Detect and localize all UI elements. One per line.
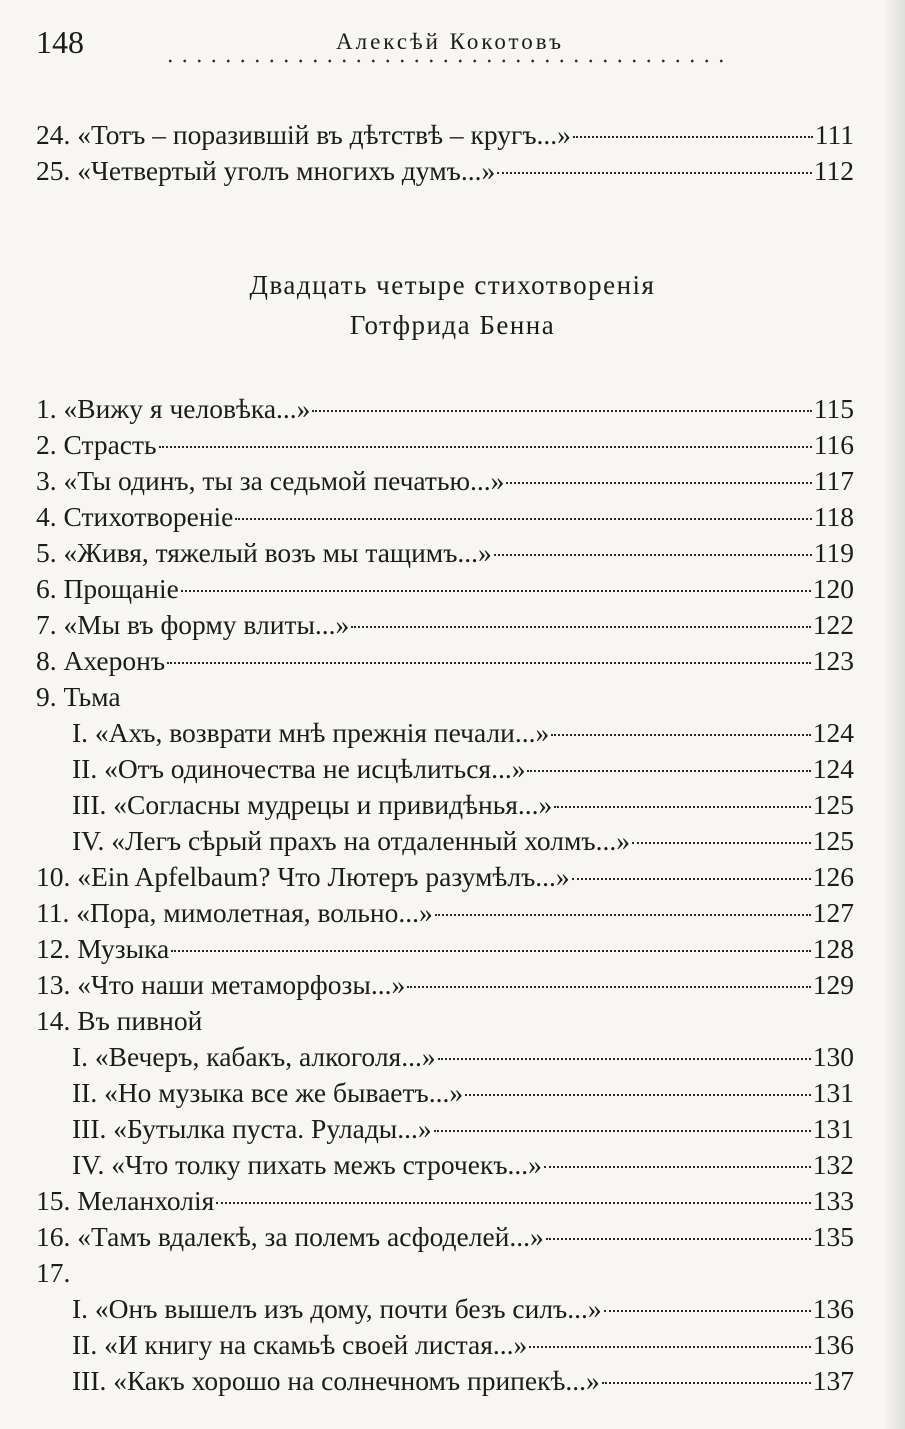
toc-entry-page: 122 — [812, 609, 854, 640]
dot-leader — [572, 878, 811, 880]
toc-entry-title: I. «Вечеръ, кабакъ, алкоголя...» — [72, 1041, 436, 1072]
dot-leader — [554, 806, 810, 808]
toc-entry-page: 111 — [814, 119, 854, 150]
toc-entry — [36, 1147, 854, 1183]
toc-entry-page: 119 — [813, 537, 854, 568]
dot-leader — [465, 1094, 811, 1096]
toc-list — [36, 391, 854, 1399]
toc-entry-page: 129 — [812, 969, 854, 1000]
toc-entry — [36, 931, 854, 967]
toc-entry-page: 132 — [812, 1149, 854, 1180]
toc-entry — [36, 571, 854, 607]
toc-entry-page: 125 — [812, 789, 854, 820]
dot-leader — [216, 1202, 810, 1204]
dot-leader — [181, 590, 811, 592]
toc-entry — [36, 499, 854, 535]
toc-entry-page: 133 — [812, 1185, 854, 1216]
toc-entry — [36, 117, 854, 153]
toc-entry-page: 137 — [812, 1365, 854, 1396]
toc-entry — [36, 1363, 854, 1399]
toc-entry-title: 8. Ахеронъ — [36, 645, 166, 676]
toc-entry-page: 124 — [812, 753, 854, 784]
toc-entry — [36, 1039, 854, 1075]
toc-entry — [36, 427, 854, 463]
toc-entry-title: I. «Онъ вышелъ изъ дому, почти безъ силъ...» — [72, 1293, 602, 1324]
running-title: Алексѣй Кокотовъ — [336, 29, 564, 54]
dot-leader — [235, 518, 811, 520]
dot-leader — [544, 1166, 811, 1168]
dotted-rule — [163, 56, 728, 66]
dot-leader — [434, 1130, 811, 1132]
dot-leader — [529, 1346, 810, 1348]
toc-entry-title: 4. Стихотвореніе — [36, 501, 234, 532]
toc-entry-title: III. «Бутылка пуста. Рулады...» — [72, 1113, 432, 1144]
toc-entry — [36, 1003, 854, 1039]
toc-entry — [36, 1255, 854, 1291]
toc-entry — [36, 535, 854, 571]
dot-leader — [604, 1310, 811, 1312]
toc-entry-title: 6. Прощаніе — [36, 573, 179, 604]
toc-entry-title: 5. «Живя, тяжелый возъ мы тащимъ...» — [36, 537, 492, 568]
toc-entry-title: 11. «Пора, мимолетная, вольно...» — [36, 897, 433, 928]
dot-leader — [551, 734, 811, 736]
toc-entry-title: 10. «Ein Apfelbaum? Что Лютеръ разумѣлъ...» — [36, 861, 570, 892]
toc-entry-page: 126 — [812, 861, 854, 892]
toc-entry-title: II. «Но музыка все же бываетъ...» — [72, 1077, 464, 1108]
toc-entry — [36, 153, 854, 189]
toc-entry-page: 112 — [813, 155, 854, 186]
dot-leader — [351, 626, 810, 628]
dot-leader — [159, 446, 812, 448]
toc-entry — [36, 967, 854, 1003]
toc-entry — [36, 751, 854, 787]
dot-leader — [167, 662, 811, 664]
toc-entry-title: IV. «Что толку пихать межъ строчекъ...» — [72, 1149, 542, 1180]
toc-entry-title: 3. «Ты одинъ, ты за седьмой печатью...» — [36, 465, 505, 496]
toc-entry-page: 123 — [812, 645, 854, 676]
toc-entry — [36, 643, 854, 679]
dot-leader — [312, 410, 811, 412]
dot-leader — [632, 842, 811, 844]
dot-leader — [506, 482, 811, 484]
toc-entry-title: 24. «Тотъ – поразившій въ дѣтствѣ – кругъ...» — [36, 119, 571, 150]
toc-entry — [36, 1075, 854, 1111]
dot-leader — [527, 770, 810, 772]
dot-leader — [602, 1382, 811, 1384]
toc-entry — [36, 1219, 854, 1255]
toc-entry-title: III. «Согласны мудрецы и привидѣнья...» — [72, 789, 553, 820]
toc-entry-page: 130 — [812, 1041, 854, 1072]
dot-leader — [435, 914, 811, 916]
toc-entry-page: 115 — [813, 393, 854, 424]
toc-entry-page: 136 — [812, 1329, 854, 1360]
toc-entry-title: 15. Меланхолія — [36, 1185, 215, 1216]
toc-continued — [36, 117, 854, 189]
toc-entry-title: 1. «Вижу я человѣка...» — [36, 393, 311, 424]
toc-entry-page: 135 — [812, 1221, 854, 1252]
toc-entry-title: 9. Тьма — [36, 681, 121, 712]
toc-entry-page: 131 — [812, 1077, 854, 1108]
toc-entry — [36, 679, 854, 715]
toc-entry — [36, 859, 854, 895]
toc-entry-page: 127 — [812, 897, 854, 928]
toc-entry — [36, 895, 854, 931]
toc-entry-title: 7. «Мы въ форму влиты...» — [36, 609, 350, 640]
toc-entry — [36, 823, 854, 859]
toc-entry — [36, 787, 854, 823]
toc-entry-page: 125 — [812, 825, 854, 856]
toc-entry — [36, 391, 854, 427]
toc-entry — [36, 715, 854, 751]
toc-entry-page: 116 — [813, 429, 854, 460]
toc-entry-title: I. «Ахъ, возврати мнѣ прежнія печали...» — [72, 717, 550, 748]
toc-entry — [36, 1327, 854, 1363]
toc-entry — [36, 1183, 854, 1219]
dot-leader — [171, 950, 810, 952]
page-edge-shadow — [883, 0, 905, 1429]
dot-leader — [407, 986, 811, 988]
toc-entry-title: II. «Отъ одиночества не исцѣлиться...» — [72, 753, 526, 784]
toc-entry — [36, 1291, 854, 1327]
dot-leader — [573, 136, 813, 138]
page-number: 148 — [36, 24, 84, 60]
toc-entry-title: IV. «Легъ сѣрый прахъ на отдаленный холмъ...» — [72, 825, 630, 856]
toc-entry — [36, 607, 854, 643]
toc-entry-title: 14. Въ пивной — [36, 1005, 203, 1036]
section-title-line2: Готфрида Бенна — [349, 310, 556, 340]
toc-entry-title: 25. «Четвертый уголъ многихъ думъ...» — [36, 155, 496, 186]
toc-entry-page: 118 — [813, 501, 854, 532]
toc-entry-title: II. «И книгу на скамьѣ своей листая...» — [72, 1329, 528, 1360]
toc-entry-title: III. «Какъ хорошо на солнечномъ припекѣ...» — [72, 1365, 600, 1396]
toc-entry-title: 12. Музыка — [36, 933, 170, 964]
dot-leader — [494, 554, 812, 556]
section-title-line1: Двадцать четыре стихотворенія — [249, 270, 656, 300]
toc-entry-page: 136 — [812, 1293, 854, 1324]
toc-entry-title: 17. — [36, 1257, 71, 1288]
toc-entry-page: 124 — [812, 717, 854, 748]
toc-entry — [36, 463, 854, 499]
toc-entry-title: 16. «Тамъ вдалекѣ, за полемъ асфоделей...» — [36, 1221, 544, 1252]
toc-entry — [36, 1111, 854, 1147]
toc-entry-page: 117 — [813, 465, 854, 496]
toc-entry-title: 13. «Что наши метаморфозы...» — [36, 969, 406, 1000]
toc-entry-page: 120 — [812, 573, 854, 604]
dot-leader — [497, 172, 812, 174]
toc-entry-page: 131 — [812, 1113, 854, 1144]
dot-leader — [438, 1058, 811, 1060]
toc-entry-title: 2. Страсть — [36, 429, 157, 460]
toc-entry-page: 128 — [812, 933, 854, 964]
dot-leader — [546, 1238, 811, 1240]
